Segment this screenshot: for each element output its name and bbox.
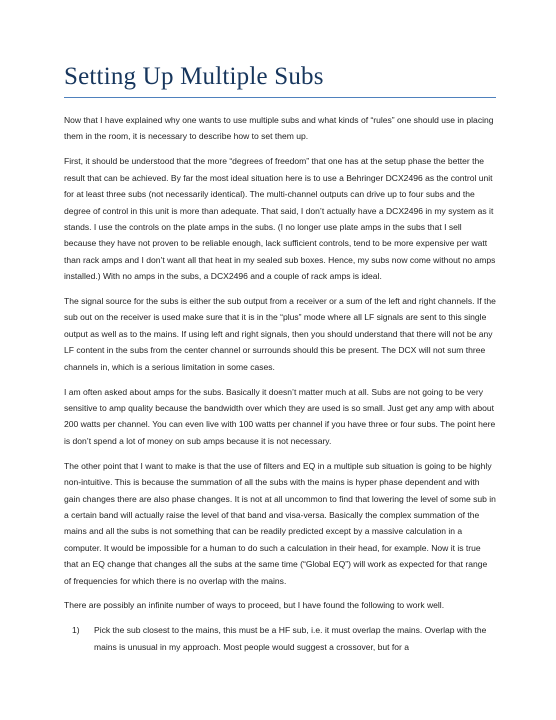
paragraph-signal-source: The signal source for the subs is either the sub output from a receiver or a sum of the left and right channels. If the sub out on the receiver is used make sure that it is in the “plus” mode where all LF signals are sent to this single output as well as to the mains. If using left and right signals, then you should understand that there will not be any LF content in the subs from the center channel or surrounds should this be present. The DCX will not sum three channels in, which is a serious limitation in some cases. bbox=[64, 296, 496, 372]
paragraph-filters-eq: The other point that I want to make is that the use of filters and EQ in a multiple sub situation is going to be highly non-intuitive. This is because the summation of all the subs with the mains is hyper phase dependent and with gain changes there are also phase changes. It is not at all uncommon to find that lowering the level of some sub in a certain band will actually raise the level of that band and visa-versa. Basically the complex summation of the mains and all the subs is not something that can be readily predicted except by a massive calculation in a computer. It would be impossible for a human to do such a calculation in their head, for example. Now it is true that an EQ change that changes all the subs at the same time (“Global EQ”) will work as expected for that range of frequencies for which there is no overlap with the mains. bbox=[64, 460, 496, 586]
title-underline bbox=[64, 97, 496, 98]
list-item-number: 1) bbox=[72, 625, 80, 636]
list-item bbox=[64, 622, 496, 655]
document-body bbox=[64, 112, 496, 655]
page-title: Setting Up Multiple Subs bbox=[64, 63, 324, 90]
paragraph-amps: I am often asked about amps for the subs. Basically it doesn’t matter much at all. Subs are not going to be very sensitive to amp quality because the bandwidth over which they are used is so small. Just get any amp with about 200 watts per channel. You can even live with 100 watts per channel if you have three or four subs. The point here is don’t spend a lot of money on sub amps because it is not necessary. bbox=[64, 386, 496, 446]
paragraph-intro: Now that I have explained why one wants to use multiple subs and what kinds of “rules” one should use in placing them in the room, it is necessary to describe how to set them up. bbox=[64, 115, 494, 142]
paragraph-degrees-of-freedom: First, it should be understood that the more “degrees of freedom” that one has at the setup phase the better the result that can be achieved. By far the most ideal situation here is to use a Behringer DCX2496 as the control unit for at least three subs (not necessarily identical). The multi-channel outputs can drive up to four subs and the degree of control in this unit is more than adequate. That said, I don’t actually have a DCX2496 in my system as it stands. I use the controls on the plate amps in the subs. (I no longer use plate amps in the subs that I sell because they have not proven to be reliable enough, lack sufficient controls, tend to be more expensive per watt than rack amps and I don’t want all that heat in my sealed sub boxes. Hence, my subs now come without no amps installed.) With no amps in the subs, a DCX2496 and a couple of rack amps is ideal. bbox=[64, 156, 496, 282]
paragraph-procedure-intro: There are possibly an infinite number of ways to proceed, but I have found the following to work well. bbox=[64, 600, 445, 611]
list-item-text: Pick the sub closest to the mains, this must be a HF sub, i.e. it must overlap the mains. Overlap with the mains is unusual in my approach. Most people would suggest a crossover, but for a bbox=[94, 625, 487, 652]
procedure-list bbox=[64, 622, 496, 655]
